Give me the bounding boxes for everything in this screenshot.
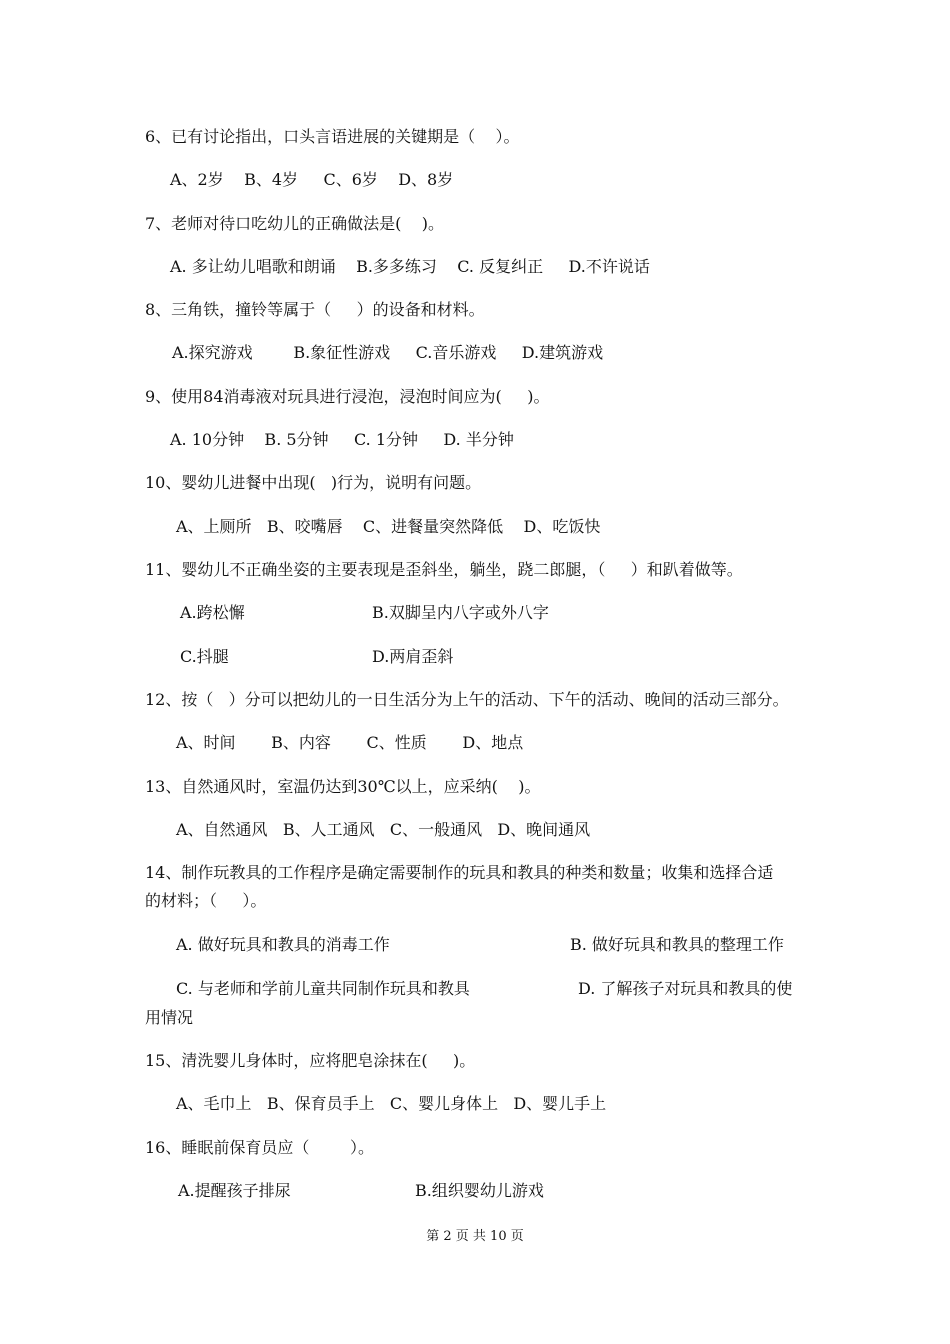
question-13-stem: 13、自然通风时，室温仍达到30℃以上，应采纳( )。 — [145, 777, 541, 796]
question-15-options: A、毛巾上 B、保育员手上 C、婴儿身体上 D、婴儿手上 — [176, 1094, 607, 1113]
question-13-options: A、自然通风 B、人工通风 C、一般通风 D、晚间通风 — [176, 820, 591, 839]
question-11-option-c: C.抖腿 — [180, 647, 229, 666]
question-12-stem: 12、按（ ）分可以把幼儿的一日生活分为上午的活动、下午的活动、晚间的活动三部分。 — [145, 690, 789, 709]
question-9-options: A. 10分钟 B. 5分钟 C. 1分钟 D. 半分钟 — [170, 430, 514, 449]
question-16-option-a: A.提醒孩子排尿 — [178, 1181, 291, 1200]
question-10-stem: 10、婴幼儿进餐中出现( )行为，说明有问题。 — [145, 473, 482, 492]
question-9-stem: 9、使用84消毒液对玩具进行浸泡，浸泡时间应为( )。 — [145, 387, 550, 406]
question-16-stem: 16、睡眠前保育员应（ ）。 — [145, 1138, 375, 1157]
question-14-option-c: C. 与老师和学前儿童共同制作玩具和教具 — [176, 979, 470, 998]
question-11-option-b: B.双脚呈内八字或外八字 — [372, 603, 549, 622]
question-14-option-a: A. 做好玩具和教具的消毒工作 — [176, 935, 390, 954]
question-11-stem: 11、婴幼儿不正确坐姿的主要表现是歪斜坐，躺坐，跷二郎腿，（ ）和趴着做等。 — [145, 560, 743, 579]
question-12-options: A、时间 B、内容 C、性质 D、地点 — [176, 733, 524, 752]
question-8-stem: 8、三角铁，撞铃等属于（ ）的设备和材料。 — [145, 300, 485, 319]
question-14-option-b: B. 做好玩具和教具的整理工作 — [570, 935, 784, 954]
question-14-stem-line-2: 的材料；（ ）。 — [145, 891, 267, 910]
question-15-stem: 15、清洗婴儿身体时，应将肥皂涂抹在( )。 — [145, 1051, 476, 1070]
question-8-options: A.探究游戏 B.象征性游戏 C.音乐游戏 D.建筑游戏 — [172, 343, 604, 362]
question-7-options: A. 多让幼儿唱歌和朗诵 B.多多练习 C. 反复纠正 D.不许说话 — [170, 257, 650, 276]
question-6-options: A、2岁 B、4岁 C、6岁 D、8岁 — [170, 170, 454, 189]
question-7-stem: 7、老师对待口吃幼儿的正确做法是( )。 — [145, 214, 445, 233]
question-14-option-d-continued: 用情况 — [145, 1008, 194, 1027]
question-16-option-b: B.组织婴幼儿游戏 — [415, 1181, 544, 1200]
question-14-option-d: D. 了解孩子对玩具和教具的使 — [578, 979, 793, 998]
question-11-option-a: A.跨松懈 — [180, 603, 245, 622]
question-11-option-d: D.两肩歪斜 — [372, 647, 454, 666]
question-6-stem: 6、已有讨论指出，口头言语进展的关键期是（ ）。 — [145, 127, 520, 146]
question-14-stem-line-1: 14、制作玩教具的工作程序是确定需要制作的玩具和教具的种类和数量；收集和选择合适 — [145, 863, 774, 882]
page-number-footer: 第 2 页 共 10 页 — [426, 1229, 524, 1244]
question-10-options: A、上厕所 B、咬嘴唇 C、进餐量突然降低 D、吃饭快 — [176, 517, 601, 536]
